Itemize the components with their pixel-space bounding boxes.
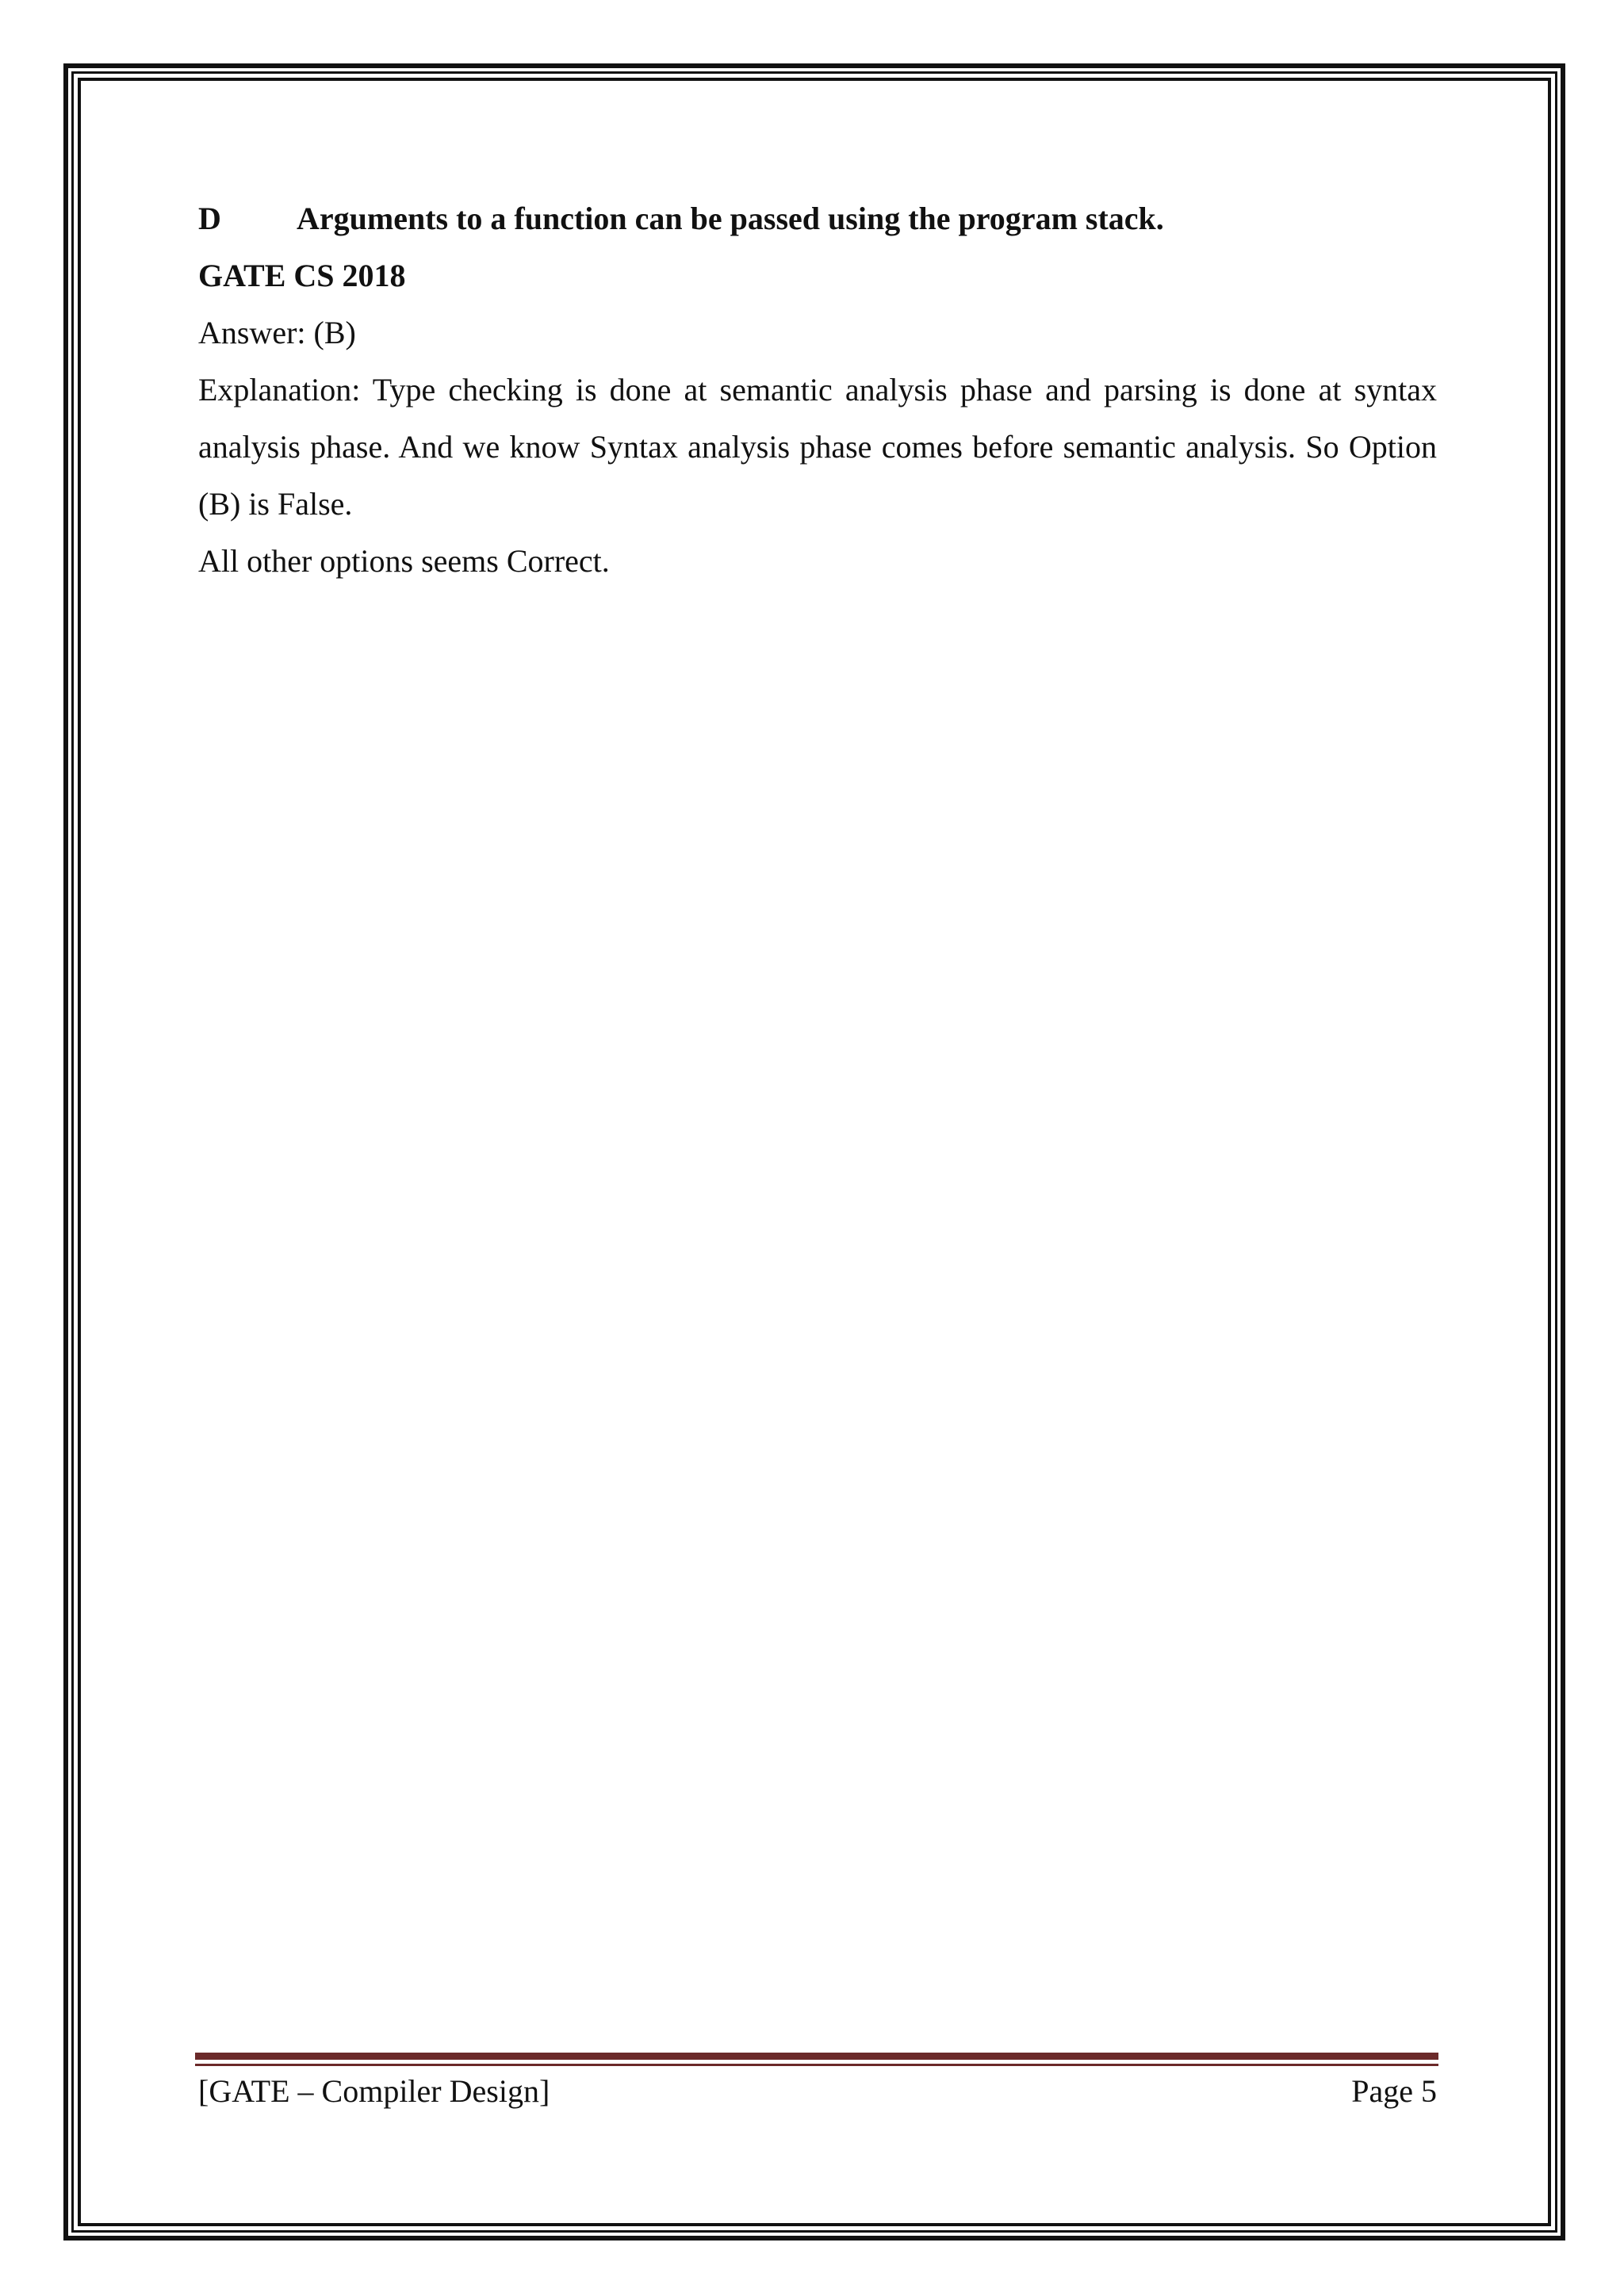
page-content	[198, 190, 1437, 590]
exam-heading: GATE CS 2018	[198, 258, 406, 293]
note-line: All other options seems Correct.	[198, 543, 610, 579]
option-text: Arguments to a function can be passed using the program stack.	[297, 201, 1164, 236]
footer-title: [GATE – Compiler Design]	[198, 2073, 550, 2109]
footer-rule-thin	[195, 2064, 1438, 2066]
page-footer	[198, 2069, 1437, 2114]
option-d	[198, 190, 1437, 247]
option-letter: D	[198, 201, 221, 236]
explanation-paragraph: Explanation: Type checking is done at semantic analysis phase and parsing is done at syntax analysis phase. And we know Syntax analysis phase comes before semantic analysis. So Option (B) is False.	[198, 372, 1437, 522]
answer-line: Answer: (B)	[198, 315, 356, 350]
footer-rule-thick	[195, 2053, 1438, 2060]
page-number: Page 5	[1351, 2073, 1437, 2109]
